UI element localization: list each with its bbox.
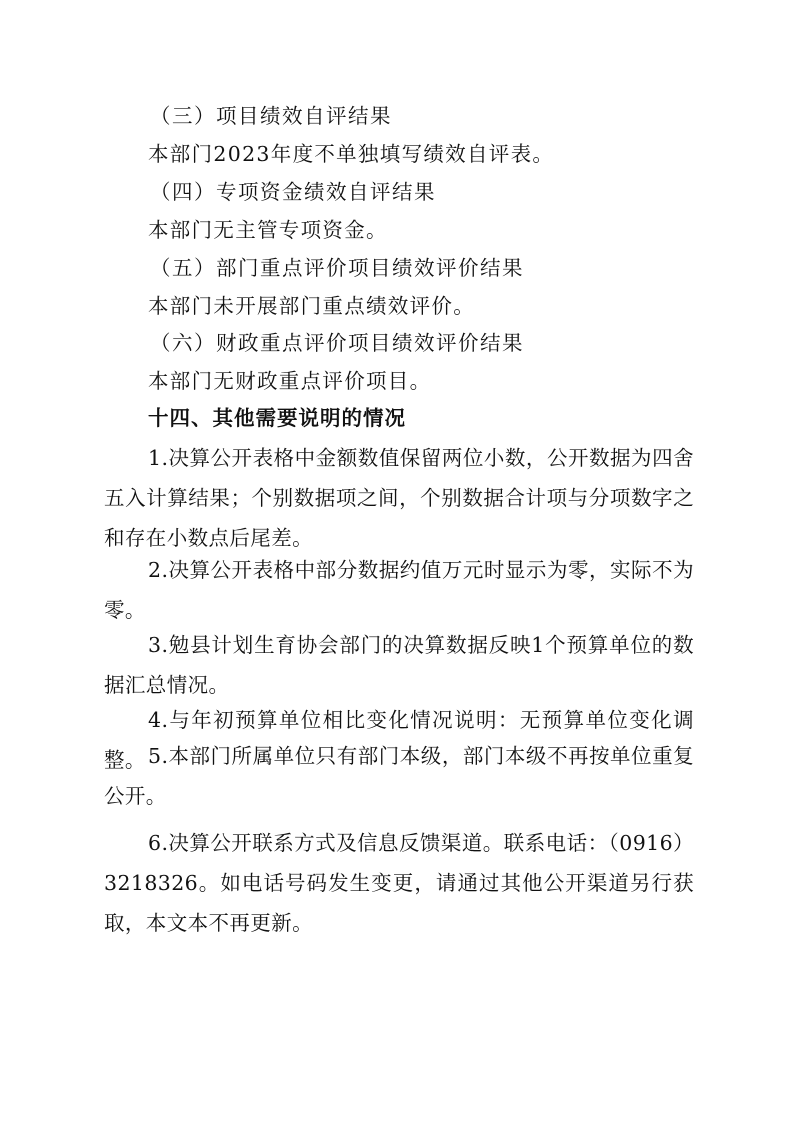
note-item-3: 3.勉县计划生育协会部门的决算数据反映1个预算单位的数据汇总情况。 (104, 633, 694, 697)
note-item-1: 1.决算公开表格中金额数值保留两位小数，公开数据为四舍五入计算结果；个别数据项之间，个别数据合计项与分项数字之和存在小数点后尾差。 (104, 446, 694, 550)
section-4-text: 本部门无主管专项资金。 (148, 218, 388, 242)
section-3-title: （三）项目绩效自评结果 (150, 104, 392, 128)
section-6-text: 本部门无财政重点评价项目。 (148, 369, 432, 393)
section-6-title: （六）财政重点评价项目绩效评价结果 (150, 331, 524, 355)
note-item-5: 5.本部门所属单位只有部门本级，部门本级不再按单位重复公开。 (104, 744, 694, 808)
section-5-text: 本部门未开展部门重点绩效评价。 (148, 294, 475, 318)
section-4-title: （四）专项资金绩效自评结果 (150, 180, 436, 204)
section-3-text: 本部门2023年度不单独填写绩效自评表。 (148, 142, 555, 166)
section-5-title: （五）部门重点评价项目绩效评价结果 (150, 256, 524, 280)
note-item-6: 6.决算公开联系方式及信息反馈渠道。联系电话：（0916）3218326。如电话号码发生变更，请通过其他公开渠道另行获取，本文本不再更新。 (104, 831, 694, 935)
note-item-4: 4.与年初预算单位相比变化情况说明：无预算单位变化调整。 (104, 708, 694, 772)
section-14-heading: 十四、其他需要说明的情况 (148, 406, 406, 430)
note-item-2: 2.决算公开表格中部分数据约值万元时显示为零，实际不为零。 (104, 558, 694, 622)
